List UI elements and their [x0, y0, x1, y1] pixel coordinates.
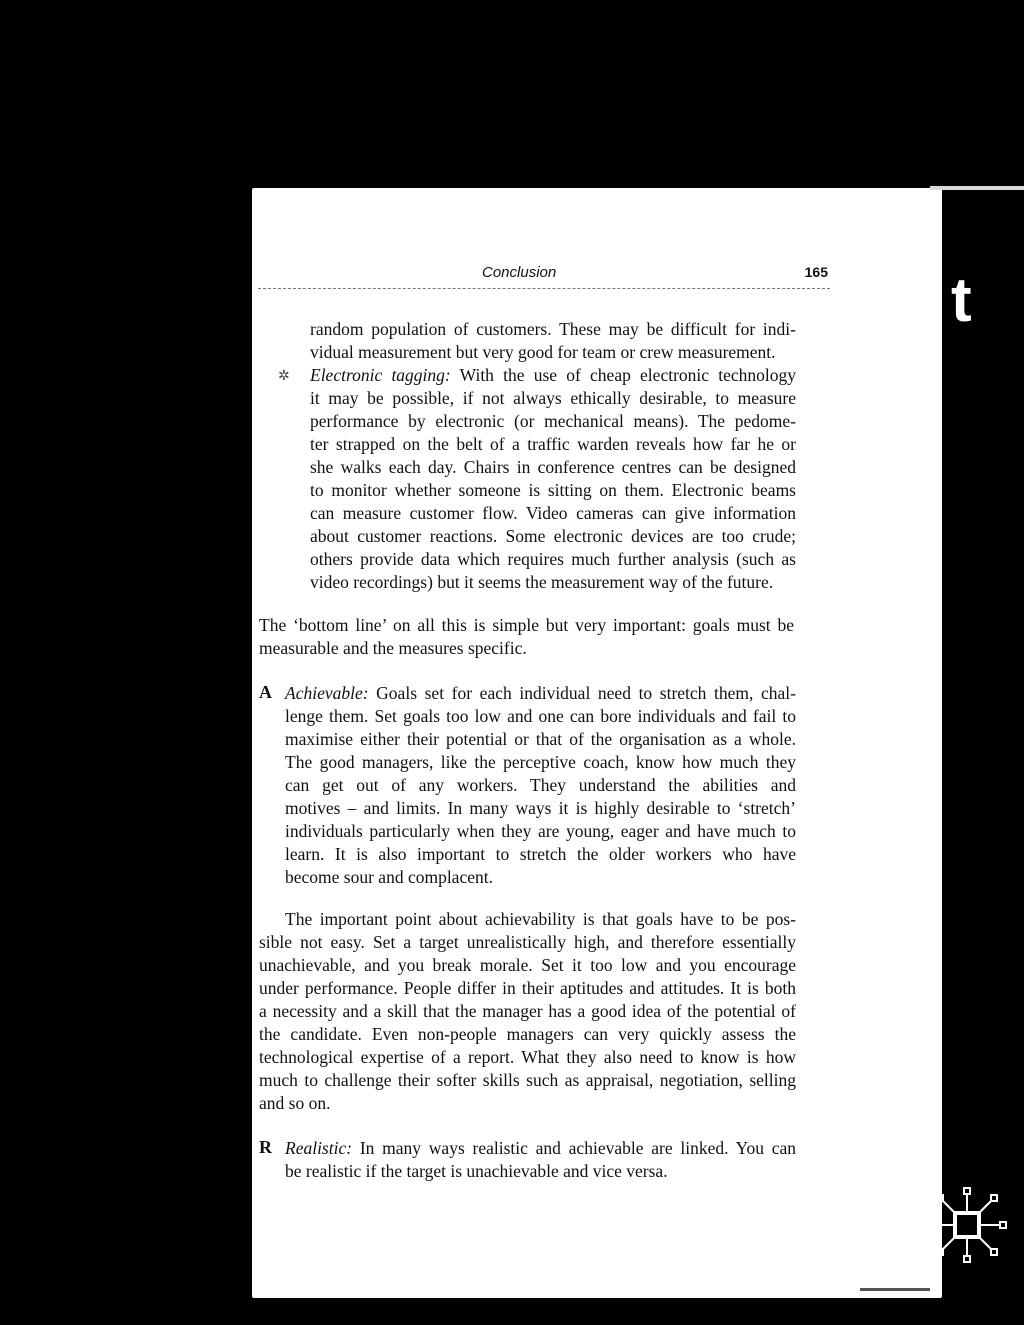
decorative-logo-icon [927, 1187, 1007, 1263]
bullet-icon: ✲ [278, 369, 290, 384]
text-line: The ‘bottom line’ on all this is simple but very important: goals must be [259, 615, 794, 635]
text-line [285, 1137, 796, 1160]
section-achievable [285, 682, 796, 889]
text-line: maximise either their potential or that of the organisation as a whole. [285, 729, 796, 749]
text-line [310, 364, 796, 387]
bullet-electronic-tagging [310, 364, 796, 594]
text-line: she walks each day. Chairs in conference centres can be designed [310, 457, 796, 477]
section-realistic [285, 1137, 796, 1183]
text-line: motives – and limits. In many ways it is highly desirable to ‘stretch’ [285, 798, 796, 818]
term-label: Achievable: [285, 683, 369, 703]
text-run: With the use of cheap electronic technology [450, 365, 796, 385]
text-line: learn. It is also important to stretch the older workers who have [285, 844, 796, 864]
section-letter-a: A [259, 682, 272, 702]
section-letter-r: R [259, 1137, 272, 1157]
text-line: others provide data which requires much further analysis (such as [310, 549, 796, 569]
text-line: ter strapped on the belt of a traffic warden reveals how far he or [310, 434, 796, 454]
paragraph-achievability [259, 908, 796, 1115]
adjacent-page-letter: t [951, 266, 972, 335]
text-line [285, 682, 796, 705]
paragraph-continued [310, 318, 796, 364]
text-line: The good managers, like the perceptive coach, know how much they [285, 752, 796, 772]
text-line: become sour and complacent. [285, 867, 493, 887]
text-line: much to challenge their softer skills such as appraisal, negotiation, selling [259, 1070, 796, 1090]
page-number: 165 [804, 264, 828, 280]
text-line: under performance. People differ in their aptitudes and attitudes. It is both [259, 978, 796, 998]
page-header [258, 262, 830, 289]
adjacent-page-edge [930, 186, 1024, 190]
running-title: Conclusion [482, 264, 557, 281]
term-label: Realistic: [285, 1138, 353, 1158]
text-line: sible not easy. Set a target unrealistically high, and therefore essentially [259, 932, 796, 952]
page-curl-shadow [860, 1288, 930, 1291]
term-label: Electronic tagging: [310, 365, 451, 385]
text-line: can measure customer flow. Video cameras can give information [310, 503, 796, 523]
text-line: the candidate. Even non-people managers can very quickly assess the [259, 1024, 796, 1044]
text-run: Goals set for each individual need to stretch them, chal- [368, 683, 796, 703]
text-line: about customer reactions. Some electronic devices are too crude; [310, 526, 796, 546]
text-line: technological expertise of a report. What they also need to know is how [259, 1047, 796, 1067]
text-line: it may be possible, if not always ethically desirable, to measure [310, 388, 796, 408]
text-line: to monitor whether someone is sitting on them. Electronic beams [310, 480, 796, 500]
text-line: unachievable, and you break morale. Set it too low and you encourage [259, 955, 796, 975]
text-line: individuals particularly when they are young, eager and have much to [285, 821, 796, 841]
text-line: random population of customers. These may be difficult for indi- [310, 319, 796, 339]
text-line: measurable and the measures specific. [259, 638, 527, 658]
text-line: can get out of any workers. They understand the abilities and [285, 775, 796, 795]
text-line: a necessity and a skill that the manager has a good idea of the potential of [259, 1001, 796, 1021]
text-line: The important point about achievability is that goals have to be pos- [285, 909, 796, 929]
text-run: In many ways realistic and achievable are linked. You can [352, 1138, 796, 1158]
text-line: video recordings) but it seems the measurement way of the future. [310, 572, 774, 592]
text-line: lenge them. Set goals too low and one can bore individuals and fail to [285, 706, 796, 726]
text-line: and so on. [259, 1093, 331, 1113]
text-line: performance by electronic (or mechanical means). The pedome- [310, 411, 796, 431]
paragraph-bottom-line [259, 614, 794, 660]
text-line: be realistic if the target is unachievable and vice versa. [285, 1161, 668, 1181]
text-line: vidual measurement but very good for team or crew measurement. [310, 342, 776, 362]
